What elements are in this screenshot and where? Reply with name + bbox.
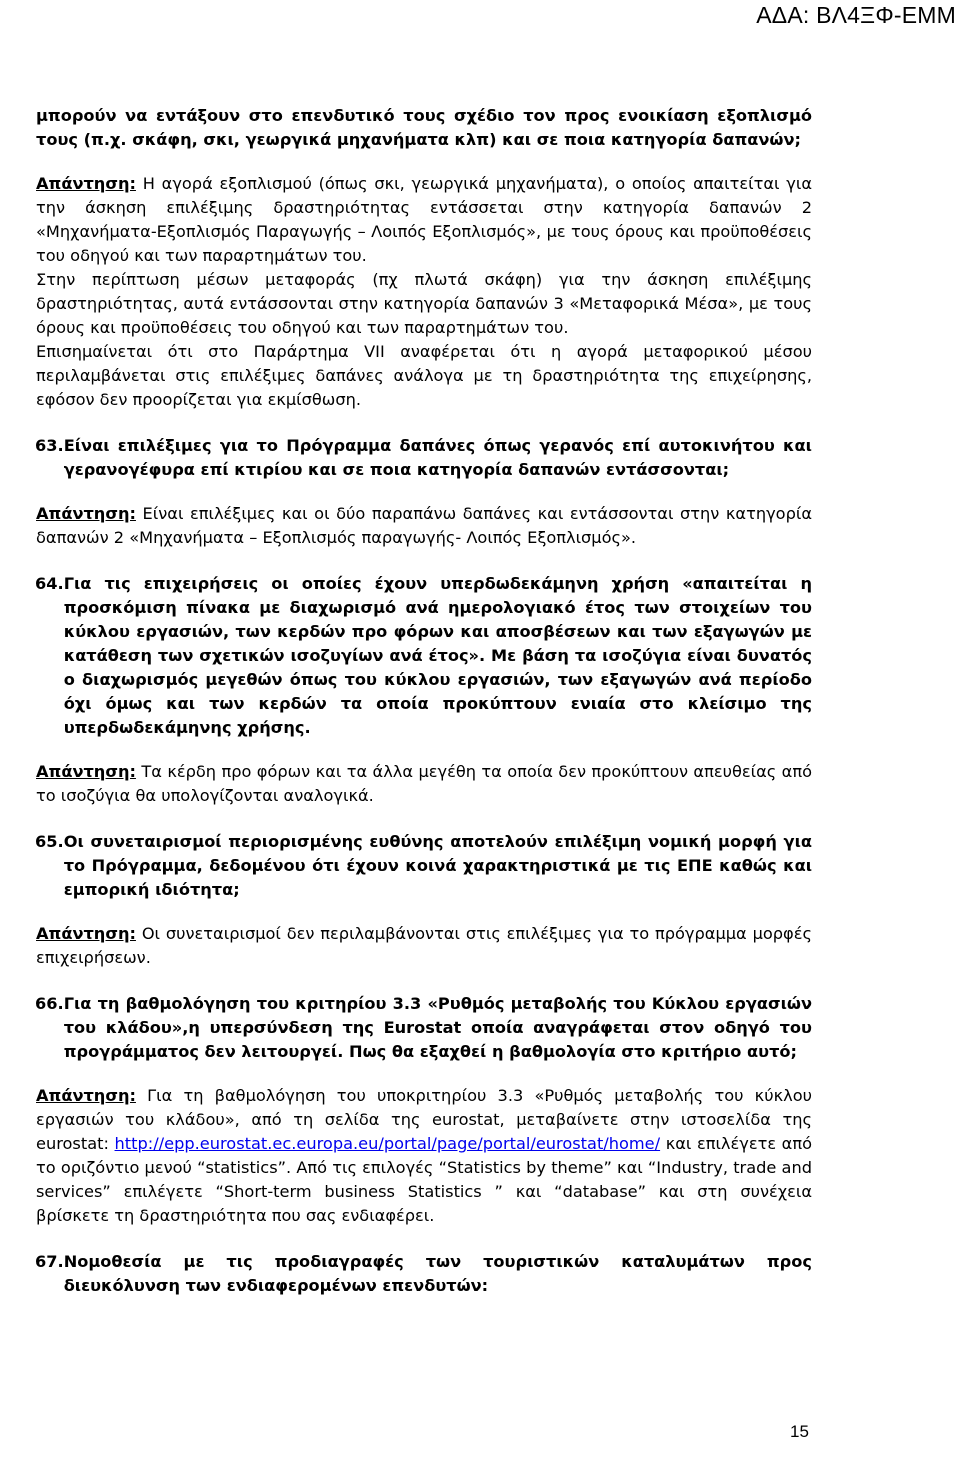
question-text: Για τη βαθμολόγηση του κριτηρίου 3.3 «Ρυθμός μεταβολής του Κύκλου εργασιών του κλάδου»,η υπερσύνδεση της Eurostat οποία αναγράφεται στον οδηγό του προγράμματος δεν λειτουργεί. Πως θα εξαχθεί η βαθμολογία στο κριτήριο αυτό; [63,994,812,1061]
answer-62-p1 [36,172,812,268]
answer-text-continued: και επιλέγετε από το οριζόντιο μενού “statistics”. Από τις επιλογές “Statistics by theme” και “Industry, trade and services” επιλέγετε “Short-term business Statistics ” και “database” και στη συνέχεια βρίσκετε τη δραστηριότητα που σας ενδιαφέρει. [36,1134,812,1225]
answer-text: Είναι επιλέξιμες και οι δύο παραπάνω δαπάνες και εντάσσονται στην κατηγορία δαπανών 2 «Μηχανήματα – Εξοπλισμός παραγωγής- Λοιπός Εξοπλισμός». [36,504,813,547]
ada-code: ΑΔΑ: ΒΛ4ΞΦ-ΕΜΜ [756,2,956,28]
question-66 [36,992,812,1064]
question-number: 66. [35,994,64,1013]
question-text: Οι συνεταιρισμοί περιορισμένης ευθύνης αποτελούν επιλέξιμη νομική μορφή για το Πρόγραμμα, δεδομένου ότι έχουν κοινά χαρακτηριστικά με τις ΕΠΕ καθώς και εμπορική ιδιότητα; [63,832,812,899]
question-text: Είναι επιλέξιμες για το Πρόγραμμα δαπάνες όπως γερανός επί αυτοκινήτου και γερανογέφυρα επί κτιρίου και σε ποια κατηγορία δαπανών εντάσσονται; [63,436,812,479]
answer-text: Για τη βαθμολόγηση του υποκριτηρίου 3.3 «Ρυθμός μεταβολής του κύκλου εργασιών του κλάδου», από τη σελίδα της eurostat, μεταβαίνετε στην ιστοσελίδα της eurostat: [36,1086,812,1153]
eurostat-link[interactable]: http://epp.eurostat.ec.europa.eu/portal/page/portal/eurostat/home/ [114,1134,661,1153]
page-number: 15 [790,1422,809,1441]
answer-text: Οι συνεταιρισμοί δεν περιλαμβάνονται στις επιλέξιμες για το πρόγραμμα μορφές επιχειρήσεων. [36,924,812,967]
question-62-continued: μπορούν να εντάξουν στο επενδυτικό τους σχέδιο τον προς ενοικίαση εξοπλισμό τους (π.χ. σκάφη, σκι, γεωργικά μηχανήματα κλπ) και σε ποια κατηγορία δαπανών; [36,106,812,149]
answer-65 [36,922,812,970]
answer-label: Απάντηση: [36,924,136,943]
answer-66 [36,1084,812,1228]
answer-text: Η αγορά εξοπλισμού (όπως σκι, γεωργικά μηχανήματα), ο οποίος απαιτείται για την άσκηση επιλέξιμης δραστηριότητας εντάσσεται στην κατηγορία δαπανών 2 «Μηχανήματα-Εξοπλισμός Παραγωγής – Λοιπός Εξοπλισμός», με τους όρους και προϋποθέσεις του οδηγού και των παραρτημάτων του. [36,174,812,265]
question-63 [36,434,812,482]
answer-64 [36,760,812,808]
question-number: 63. [35,436,64,455]
question-65 [36,830,812,902]
question-67 [36,1250,812,1298]
answer-62-p3: Επισημαίνεται ότι στο Παράρτημα VII αναφέρεται ότι η αγορά μεταφορικού μέσου περιλαμβάνεται στις επιλέξιμες δαπάνες ανάλογα με τη δραστηριότητα της επιχείρησης, εφόσον δεν προορίζεται για εκμίσθωση. [36,342,812,409]
answer-63 [36,502,812,550]
answer-text: Τα κέρδη προ φόρων και τα άλλα μεγέθη τα οποία δεν προκύπτουν απευθείας από το ισοζύγια θα υπολογίζονται αναλογικά. [36,762,812,805]
question-64 [36,572,812,740]
document-body [36,104,812,1298]
question-text: Νομοθεσία με τις προδιαγραφές των τουριστικών καταλυμάτων προς διευκόλυνση των ενδιαφερομένων επενδυτών: [63,1252,812,1295]
answer-label: Απάντηση: [36,1086,136,1105]
question-number: 64. [35,574,64,593]
answer-label: Απάντηση: [36,504,136,523]
question-text: Για τις επιχειρήσεις οι οποίες έχουν υπερδωδεκάμηνη χρήση «απαιτείται η προσκόμιση πίνακα με διαχωρισμό ανά ημερολογιακό έτος των στοιχείων του κύκλου εργασιών, των κερδών προ φόρων και αποσβέσεων και των εξαγωγών με κατάθεση των σχετικών ισοζυγίων ανά έτος». Με βάση τα ισοζύγια είναι δυνατός ο διαχωρισμός μεγεθών όπως του κύκλου εργασιών, των εξαγωγών ανά περίοδο όχι όμως και των κερδών τα οποία προκύπτουν ενιαία στο κλείσιμο της υπερδωδεκάμηνης χρήσης. [63,574,812,737]
answer-62-p2: Στην περίπτωση μέσων μεταφοράς (πχ πλωτά σκάφη) για την άσκηση επιλέξιμης δραστηριότητας, αυτά εντάσσονται στην κατηγορία δαπανών 3 «Μεταφορικά Μέσα», με τους όρους και προϋποθέσεις του οδηγού και των παραρτημάτων του. [36,270,812,337]
answer-label: Απάντηση: [36,762,136,781]
question-number: 67. [35,1252,64,1271]
answer-label: Απάντηση: [36,174,136,193]
question-number: 65. [35,832,64,851]
